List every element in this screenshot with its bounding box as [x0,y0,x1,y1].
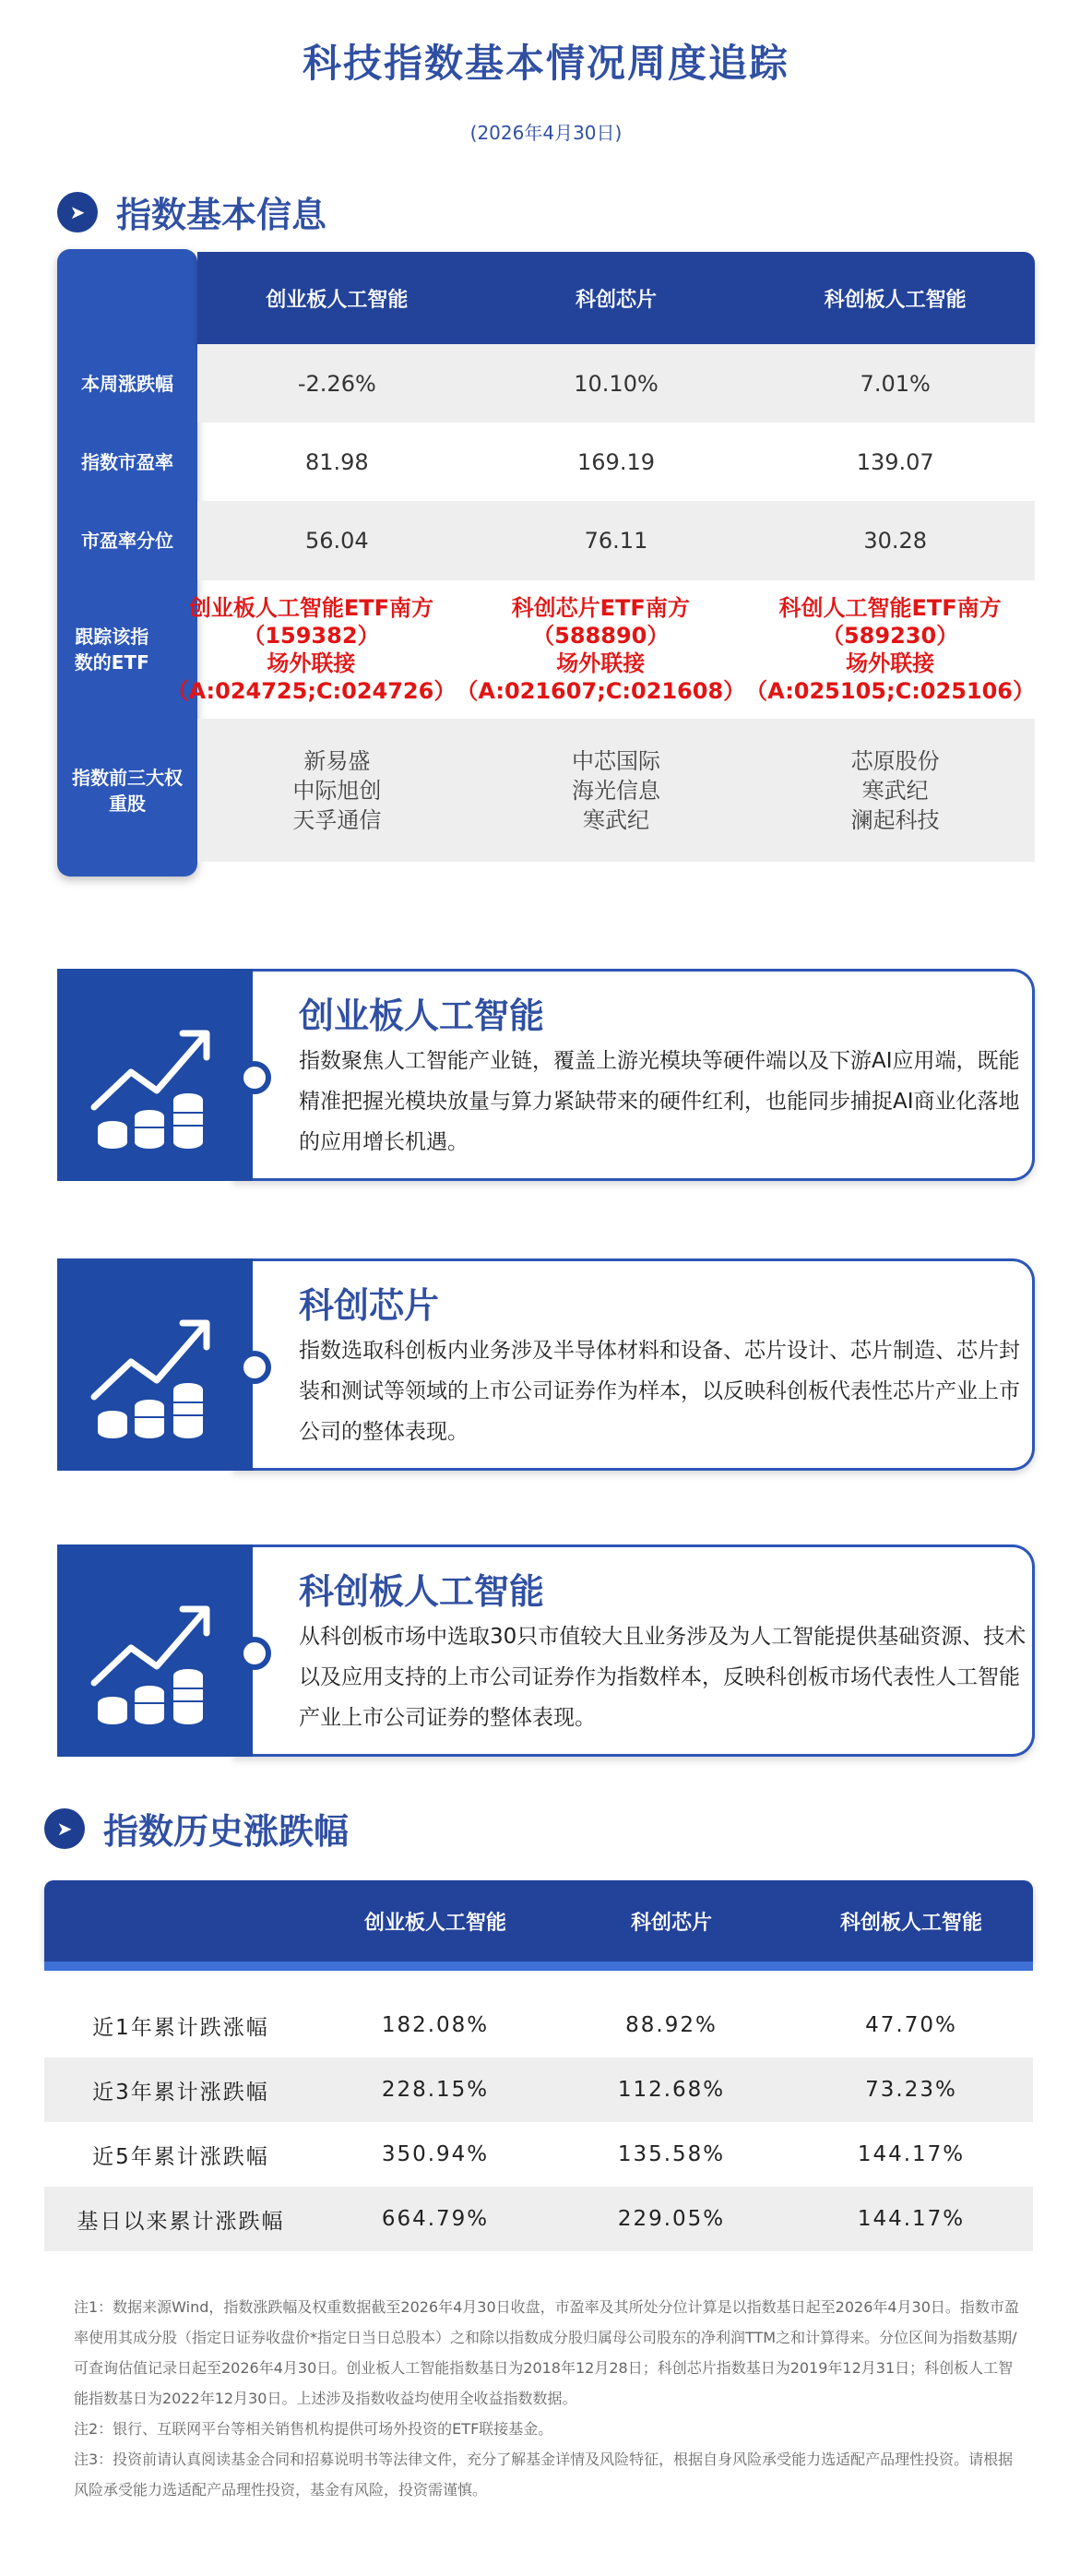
etf-link-codes: （A:024725;C:024726） [166,678,457,704]
row-label: 近1年累计跌涨幅 [92,2015,269,2040]
etf-name: 科创芯片ETF南方 [511,595,690,621]
growth-chart-icon [57,1258,253,1471]
row-label: 市盈率分位 [81,530,173,552]
etf-code: （159382） [243,623,380,649]
holding-name: 中芯国际 [572,747,660,774]
table-header [44,1880,1033,1962]
card-connector-dot [238,1351,271,1384]
etf-name: 科创人工智能ETF南方 [778,595,1002,621]
table-cell: 112.68% [617,2078,726,2102]
card-title: 创业板人工智能 [299,996,545,1036]
table-cell: 228.15% [381,2078,490,2102]
table-cell: -2.26% [197,344,477,423]
index-history-table [44,1880,1033,2251]
table-row [44,2122,1033,2187]
table-row [44,1993,1033,2057]
table-cell: 30.28 [755,501,1035,580]
etf-code: （588890） [532,623,670,649]
section-header-basic-info [57,186,326,237]
column-header: 科创板人工智能 [824,288,967,312]
section-title: 指数基本信息 [116,195,327,235]
card-connector-dot [238,1637,271,1670]
card-description: 指数聚焦人工智能产业链，覆盖上游光模块等硬件端以及下游AI应用端，既能精准把握光模块放量与算力紧缺带来的硬件红利，也能同步捕捉AI商业化落地的应用增长机遇。 [299,1049,1020,1154]
table-cell: 135.58% [617,2142,726,2166]
holdings-cell [477,719,756,862]
table-cell: 81.98 [304,448,369,475]
table-cell: 7.01% [755,344,1035,423]
holding-name: 澜起科技 [850,806,940,833]
table-row [57,501,1035,580]
row-label: 指数前三大权重股 [72,766,183,815]
etf-cell [456,580,745,719]
footnote: 注2：银行、互联网平台等相关销售机构提供可场外投资的ETF联接基金。 [74,2420,553,2438]
row-label: 跟踪该指数的ETF [74,626,149,674]
column-header: 科创板人工智能 [839,1911,982,1935]
row-label: 基日以来累计涨跌幅 [77,2209,285,2234]
etf-cell [745,580,1035,719]
table-cell: 76.11 [477,501,756,580]
footnote: 注3：投资前请认真阅读基金合同和招募说明书等法律文件，充分了解基金详情及风险特征，根据自身风险承受能力选适配产品理性投资。请根据风险承受能力选适配产品理性投资，基金有风险，投资需谨慎。 [74,2451,1014,2498]
row-label: 近5年累计涨跌幅 [92,2144,269,2169]
holdings-cell [197,719,477,862]
holding-name: 芯原股份 [850,747,940,774]
table-row [57,423,1035,501]
holding-name: 寒武纪 [583,806,649,833]
chevron-right-icon: ➤ [57,192,98,233]
table-cell: 169.19 [577,448,655,475]
etf-link-codes: （A:021607;C:021608） [456,678,746,704]
row-label: 近3年累计涨跌幅 [92,2080,269,2105]
header-divider [44,1962,1033,1971]
footnote: 注1：数据来源Wind，指数涨跌幅及权重数据截至2026年4月30日收盘，市盈率及其所处分位计算是以指数基日起至2026年4月30日。指数市盈率使用其成分股（指定日证券收盘价*指定日当日总股本）之和除以指数成分股归属母公司股东的净利润TTM之和计算得来。分位区间为指数基期/可查询估值记录日起至2026年4月30日。创业板人工智能指数基日为2018年12月28日；科创芯片指数基日为2019年12月31日；科创板人工智能指数基日为2022年12月30日。上述涉及指数收益均使用全收益指数数据。 [74,2298,1019,2407]
table-cell: 664.79% [381,2207,490,2231]
section-header-history [44,1803,349,1854]
table-cell: 88.92% [625,2013,718,2037]
table-cell: 229.05% [617,2207,726,2231]
page-title: 科技指数基本情况周度追踪 [302,41,789,86]
etf-code: （589230） [821,623,959,649]
table-row [44,2187,1033,2251]
holding-name: 寒武纪 [861,777,929,804]
holdings-row [57,719,1035,862]
card-description: 指数选取科创板内业务涉及半导体材料和设备、芯片设计、芯片制造、芯片封装和测试等领域的上市公司证券作为样本，以反映科创板代表性芯片产业上市公司的整体表现。 [299,1339,1020,1444]
table-cell: 47.70% [865,2013,957,2037]
index-card-star-chip [57,1258,1035,1471]
holding-name: 天孚通信 [292,806,382,833]
table-cell: 182.08% [381,2013,490,2037]
table-header [197,252,1035,344]
row-label: 本周涨跌幅 [81,372,173,395]
footnotes [74,2292,1024,2505]
column-header: 科创芯片 [630,1911,712,1935]
card-connector-dot [238,1061,271,1094]
section-title: 指数历史涨跌幅 [103,1811,350,1852]
row-label: 指数市盈率 [81,450,173,473]
holding-name: 海光信息 [572,777,660,804]
growth-chart-icon [57,969,253,1181]
table-cell: 144.17% [857,2142,966,2166]
column-header [44,1880,317,1962]
etf-cell [167,580,457,719]
holdings-cell [755,719,1035,862]
etf-link-codes: （A:025105;C:025106） [745,678,1035,704]
table-cell: 73.23% [865,2078,957,2102]
column-header: 创业板人工智能 [363,1911,506,1935]
table-cell: 56.04 [197,501,477,580]
table-cell: 350.94% [381,2142,490,2166]
table-cell: 139.07 [856,448,934,475]
table-cell: 10.10% [477,344,756,423]
growth-chart-icon [57,1544,253,1757]
etf-name: 创业板人工智能ETF南方 [188,595,434,621]
table-row [44,2057,1033,2122]
index-card-chinext-ai [57,969,1035,1181]
index-basic-info-table [57,249,1035,877]
card-title: 科创板人工智能 [299,1571,545,1612]
column-header: 科创芯片 [576,288,658,312]
chevron-right-icon: ➤ [44,1808,85,1849]
etf-link-label: 场外联接 [556,650,646,676]
etf-row [57,580,1035,719]
table-cell: 144.17% [857,2207,966,2231]
holding-name: 中际旭创 [292,777,382,804]
holding-name: 新易盛 [303,747,371,774]
column-header: 创业板人工智能 [266,288,409,312]
index-card-star-ai [57,1544,1035,1757]
card-title: 科创芯片 [299,1285,440,1326]
etf-link-label: 场外联接 [267,650,356,676]
table-row [57,344,1035,423]
card-description: 从科创板市场中选取30只市值较大且业务涉及为人工智能提供基础资源、技术以及应用支持的上市公司证券作为指数样本，反映科创板市场代表性人工智能产业上市公司证券的整体表现。 [299,1625,1027,1730]
etf-link-label: 场外联接 [846,650,935,676]
report-date: (2026年4月30日) [469,122,623,144]
